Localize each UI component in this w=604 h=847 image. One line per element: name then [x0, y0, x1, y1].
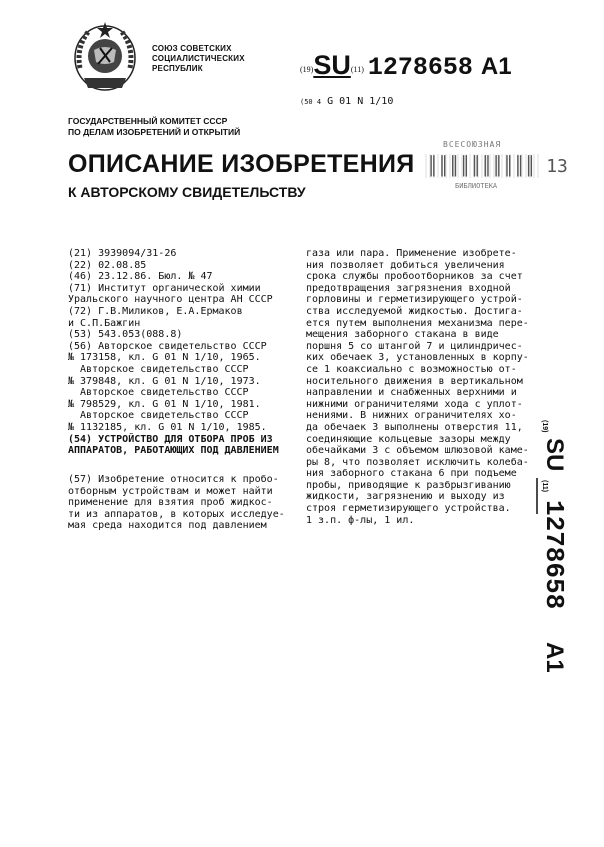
abstract-line: поршня 5 со штангой 7 и цилиндричес-: [306, 340, 523, 352]
side-su: SU: [541, 438, 568, 472]
stamp-number: 13: [546, 156, 568, 177]
side-code-11: (11): [541, 480, 548, 493]
abstract-line: да обечаек 3 выполнены отверстия 11,: [306, 421, 523, 433]
abstract-line: строя герметизирующего устройства.: [306, 503, 511, 515]
committee-line: ПО ДЕЛАМ ИЗОБРЕТЕНИЙ И ОТКРЫТИЙ: [68, 127, 241, 137]
side-patent-number: [535, 418, 575, 698]
abstract-line: мещения заборного стакана в виде: [306, 329, 499, 341]
patent-number: 1278658: [367, 53, 473, 82]
abstract-continuation: [306, 248, 529, 526]
abstract-line: ния позволяет добиться увеличения: [306, 259, 505, 271]
ussr-line: СОЮЗ СОВЕТСКИХ: [152, 44, 232, 53]
abstract-line: ких обечаек 3, установленных в корпу-: [306, 352, 529, 364]
country-code: SU: [313, 50, 351, 80]
side-number: 1278658: [539, 500, 569, 610]
abstract-line: обечайками 3 с объемом шлюзовой каме-: [306, 445, 529, 457]
abstract-line: отборным устройствам и может найти: [68, 485, 273, 497]
ussr-label: [152, 44, 245, 74]
stamp-mid-text: ║║║║║║║║║║ 13: [427, 156, 568, 177]
biblio-line: (56) Авторское свидетельство СССР: [68, 340, 267, 352]
abstract-line: носительного движения в вертикальном: [306, 375, 523, 387]
kind-code: A1: [480, 53, 512, 80]
committee-label: [68, 116, 240, 138]
abstract-line: ства исследуемой жидкостью. Достига-: [306, 305, 523, 317]
stamp-top-text: ВСЕСОЮЗНАЯ: [443, 140, 502, 149]
biblio-line: № 798529, кл. G 01 N 1/10, 1981.: [68, 398, 261, 410]
biblio-line: (46) 23.12.86. Бюл. № 47: [68, 271, 213, 283]
ipc-classification: [300, 96, 393, 107]
biblio-line: (71) Институт органической химии: [68, 282, 261, 294]
side-code-19: (19): [541, 420, 548, 433]
biblio-line: (21) 3939094/31-26: [68, 248, 177, 259]
document-title: ОПИСАНИЕ ИЗОБРЕТЕНИЯ: [68, 150, 415, 178]
biblio-line: Авторское свидетельство СССР: [80, 410, 249, 422]
patent-number-block: [300, 50, 512, 82]
ussr-line: СОЦИАЛИСТИЧЕСКИХ: [152, 54, 245, 63]
abstract-line: срока службы пробоотборников за счет: [306, 271, 523, 283]
biblio-line: (54) УСТРОЙСТВО ДЛЯ ОТБОРА ПРОБ ИЗ: [68, 433, 273, 445]
ipc-code: (50 4: [300, 98, 322, 106]
abstract-line: ется путем выполнения механизма пере-: [306, 317, 529, 329]
stamp-bottom-text: БИБЛИОТЕКА: [455, 182, 498, 190]
biblio-line: (72) Г.В.Миликов, Е.А.Ермаков: [68, 305, 243, 317]
abstract-line: газа или пара. Применение изобрете-: [306, 248, 517, 259]
abstract-line: пробы, приводящие к разбрызгиванию: [306, 479, 511, 491]
document-subtitle: К АВТОРСКОМУ СВИДЕТЕЛЬСТВУ: [68, 184, 306, 200]
biblio-line: и С.П.Бажгин: [68, 317, 141, 329]
abstract-line: нижними ограничителями хода с уплот-: [306, 398, 523, 410]
abstract-line: направлении и снабженных верхними и: [306, 387, 517, 399]
side-kind: A1: [541, 642, 568, 673]
abstract-line: (57) Изобретение относится к пробо-: [68, 474, 279, 485]
abstract-start: [68, 474, 290, 532]
abstract-line: ры 8, что позволяет исключить колеба-: [306, 456, 529, 468]
code-11: (11): [350, 65, 364, 74]
abstract-line: мая среда находится под давлением: [68, 520, 267, 532]
code-19: (19): [300, 65, 314, 74]
abstract-line: горловины и герметизирующего устрой-: [306, 294, 523, 306]
abstract-line: нениями. В нижних ограничителях хо-: [306, 410, 517, 422]
abstract-line: применение для взятия проб жидкос-: [68, 497, 273, 509]
biblio-line: Авторское свидетельство СССР: [80, 387, 249, 399]
ipc-value: G 01 N 1/10: [327, 96, 394, 107]
biblio-line: Уральского научного центра АН СССР: [68, 294, 273, 306]
abstract-line: ния заборного стакана 6 при подъеме: [306, 468, 517, 480]
bibliographic-data: [68, 248, 290, 457]
biblio-line: № 1132185, кл. G 01 N 1/10, 1985.: [68, 421, 267, 433]
ussr-line: РЕСПУБЛИК: [152, 64, 203, 73]
abstract-line: соединяющие кольцевые зазоры между: [306, 433, 511, 445]
committee-line: ГОСУДАРСТВЕННЫЙ КОМИТЕТ СССР: [68, 116, 228, 126]
ussr-emblem-icon: [70, 18, 140, 93]
biblio-line: № 173158, кл. G 01 N 1/10, 1965.: [68, 352, 261, 364]
biblio-line: АППАРАТОВ, РАБОТАЮЩИХ ПОД ДАВЛЕНИЕМ: [68, 445, 279, 457]
biblio-line: № 379848, кл. G 01 N 1/10, 1973.: [68, 375, 261, 387]
biblio-line: Авторское свидетельство СССР: [80, 363, 249, 375]
library-stamp: [425, 138, 568, 194]
abstract-line: жидкости, загрязнению и выходу из: [306, 491, 505, 503]
biblio-line: (22) 02.08.85: [68, 259, 147, 271]
abstract-line: ти из аппаратов, в которых исследуе-: [68, 508, 285, 520]
biblio-line: (53) 543.053(088.8): [68, 329, 183, 341]
abstract-line: 1 з.п. ф-лы, 1 ил.: [306, 514, 415, 526]
abstract-line: се 1 коаксиально с возможностью от-: [306, 363, 517, 375]
abstract-line: предотвращения загрязнения входной: [306, 282, 511, 294]
